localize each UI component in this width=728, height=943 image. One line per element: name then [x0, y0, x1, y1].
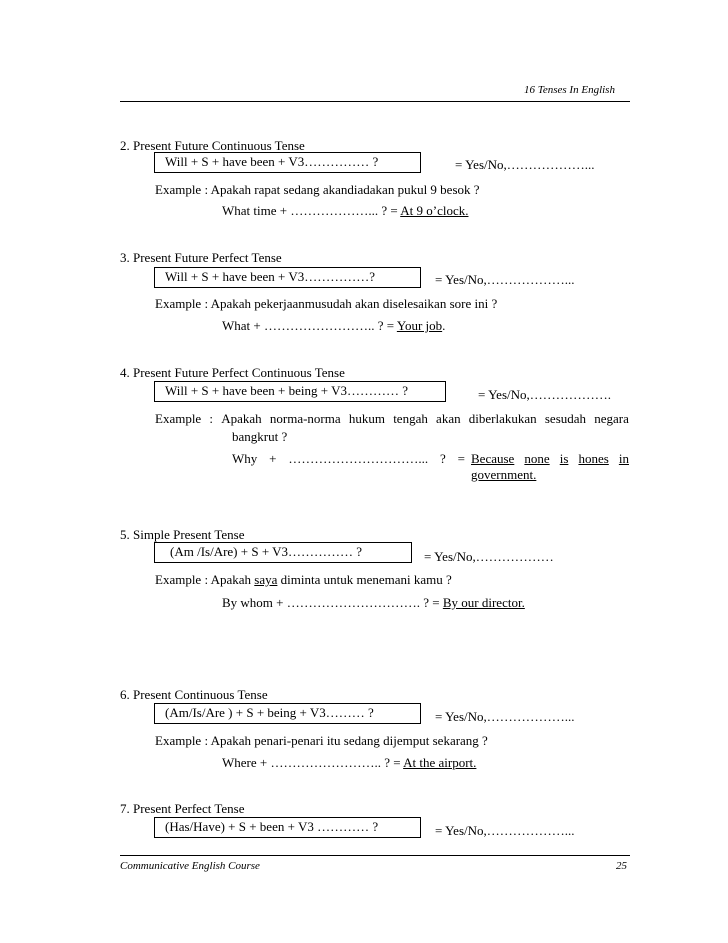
answer-word: in	[618, 451, 629, 466]
section-heading: 2. Present Future Continuous Tense	[120, 138, 305, 153]
question-answer: Your job	[396, 318, 443, 333]
answer-word: hones	[578, 451, 609, 466]
example-text: Example : Apakah	[155, 572, 255, 587]
answer-text: = Yes/No,………………...	[435, 709, 575, 724]
example-text: Example : Apakah penari-penari itu sedang dijemput sekarang ?	[155, 733, 488, 748]
question-answer: At 9 o’clock.	[400, 203, 469, 218]
example-continuation: bangkrut ?	[232, 429, 288, 444]
formula-text: (Am /Is/Are) + S + V3…………… ?	[170, 544, 363, 559]
page-number: 25	[616, 860, 627, 872]
question-word: ?	[440, 451, 446, 466]
example-word: norma-norma	[269, 411, 341, 426]
question-line	[222, 595, 525, 611]
question-text: What time + ………………... ? =	[222, 203, 401, 218]
question-line	[222, 318, 445, 334]
example-line	[155, 572, 452, 588]
formula-box	[154, 817, 421, 838]
question-answer-continuation: government.	[471, 467, 537, 482]
answer-text: = Yes/No,……………….	[478, 387, 612, 402]
answer-word: none	[524, 451, 550, 466]
answer-word: Because	[471, 451, 515, 466]
formula-box	[154, 267, 421, 288]
example-word: negara	[594, 411, 629, 426]
formula-text: Will + S + have been + V3……………?	[165, 269, 376, 284]
formula-box	[154, 152, 421, 173]
formula-text: (Am/Is/Are ) + S + being + V3……… ?	[165, 705, 374, 720]
answer-text: = Yes/No,………………...	[435, 272, 575, 287]
answer-text: = Yes/No,………………...	[435, 823, 575, 838]
formula-box	[154, 381, 446, 402]
example-underlined-word: saya	[254, 572, 278, 587]
example-word: hukum	[348, 411, 385, 426]
footer-course-title: Communicative English Course	[120, 860, 260, 872]
question-text: What + …………………….. ? =	[222, 318, 397, 333]
header-rule	[120, 101, 630, 102]
question-text: Where + …………………….. ? =	[222, 755, 404, 770]
formula-box	[154, 542, 412, 563]
running-header: 16 Tenses In English	[524, 84, 615, 96]
example-word: tengah	[393, 411, 428, 426]
section-heading: 7. Present Perfect Tense	[120, 801, 245, 816]
example-word: Example	[155, 411, 202, 426]
formula-text: Will + S + have been + being + V3………… ?	[165, 383, 409, 398]
example-word: sesudah	[544, 411, 587, 426]
formula-text: (Has/Have) + S + been + V3 ………… ?	[165, 819, 379, 834]
question-word: =	[457, 451, 465, 466]
question-text: By whom + …………………………. ? =	[222, 595, 443, 610]
example-word: Apakah	[221, 411, 262, 426]
example-text-rest: diminta untuk menemani kamu ?	[277, 572, 452, 587]
question-text	[232, 451, 465, 467]
question-answer	[471, 451, 629, 467]
question-word: …………………………...	[288, 451, 429, 466]
section-heading: 4. Present Future Perfect Continuous Tense	[120, 365, 345, 380]
footer-rule	[120, 855, 630, 856]
answer-text: = Yes/No,………………	[424, 549, 554, 564]
example-word: diberlakukan	[468, 411, 537, 426]
answer-text: = Yes/No,………………...	[455, 157, 595, 172]
question-period: .	[442, 318, 446, 333]
question-line	[222, 203, 468, 219]
example-text: Example : Apakah rapat sedang akandiadakan pukul 9 besok ?	[155, 182, 480, 197]
question-word: +	[269, 451, 277, 466]
example-word: :	[209, 411, 214, 426]
question-line	[222, 755, 476, 771]
answer-word: is	[559, 451, 569, 466]
section-heading: 3. Present Future Perfect Tense	[120, 250, 282, 265]
example-text	[155, 411, 629, 427]
example-text: Example : Apakah pekerjaanmusudah akan diselesaikan sore ini ?	[155, 296, 498, 311]
section-heading: 6. Present Continuous Tense	[120, 687, 268, 702]
section-heading: 5. Simple Present Tense	[120, 527, 245, 542]
question-word: Why	[232, 451, 258, 466]
question-answer: At the airport.	[403, 755, 477, 770]
example-word: akan	[436, 411, 461, 426]
question-answer: By our director.	[442, 595, 525, 610]
formula-box	[154, 703, 421, 724]
formula-text: Will + S + have been + V3…………… ?	[165, 154, 379, 169]
